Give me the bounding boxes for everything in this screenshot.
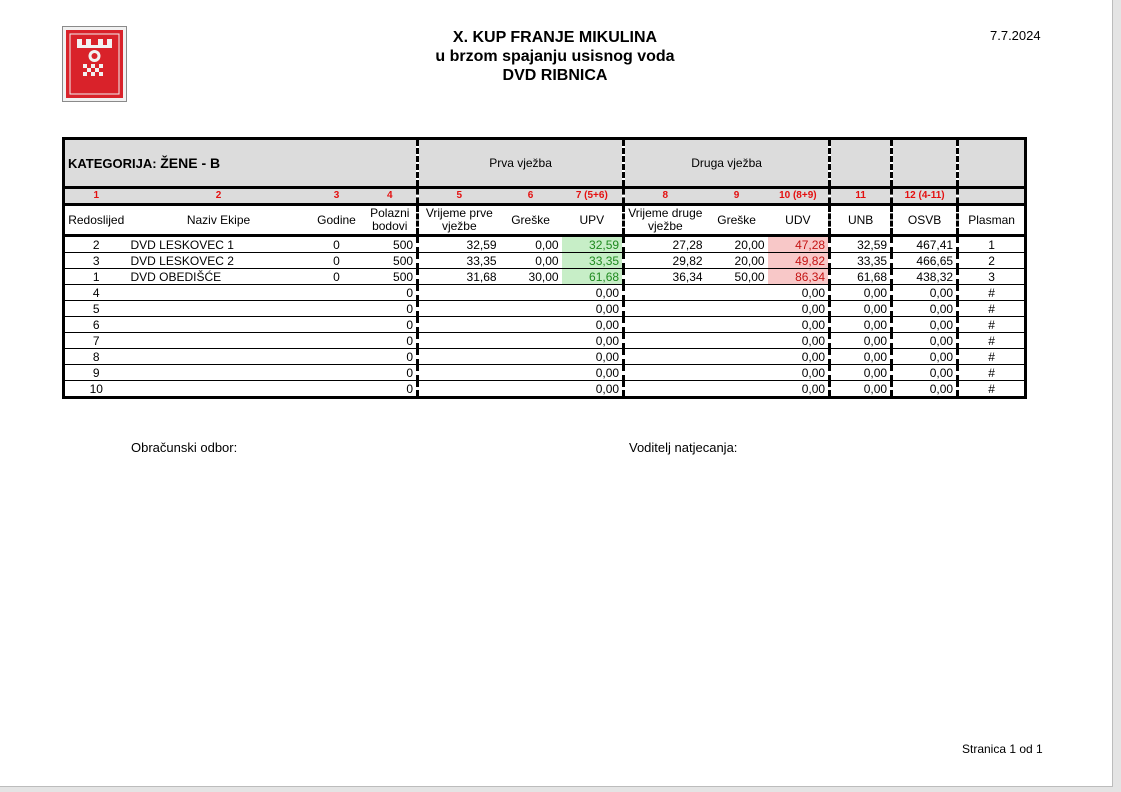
cell-osvb: 466,65 [892, 253, 958, 269]
cell-vrijeme1: 33,35 [418, 253, 500, 269]
cell-upv: 0,00 [562, 365, 624, 381]
cell-osvb: 0,00 [892, 285, 958, 301]
cell-redoslijed: 10 [64, 381, 128, 398]
organizer-name: DVD RIBNICA [502, 67, 608, 84]
cell-godine [310, 381, 364, 398]
cell-naziv [128, 349, 310, 365]
colnum: 8 [624, 188, 706, 205]
colnum: 9 [706, 188, 768, 205]
cell-polazni: 0 [364, 317, 418, 333]
cell-vrijeme1 [418, 317, 500, 333]
cell-upv: 61,68 [562, 269, 624, 285]
colnum: 1 [64, 188, 128, 205]
cell-udv: 86,34 [768, 269, 830, 285]
header-greske1: Greške [500, 205, 562, 236]
cell-redoslijed: 8 [64, 349, 128, 365]
table-row [64, 253, 1026, 269]
cell-plasman: # [958, 285, 1026, 301]
header-redoslijed: Redoslijed [64, 205, 128, 236]
cell-redoslijed: 6 [64, 317, 128, 333]
cell-vrijeme2 [624, 285, 706, 301]
category-spacer-plasman [958, 139, 1026, 188]
header-upv: UPV [562, 205, 624, 236]
cell-osvb: 0,00 [892, 381, 958, 398]
cell-plasman: # [958, 381, 1026, 398]
cell-vrijeme2: 36,34 [624, 269, 706, 285]
cell-redoslijed: 5 [64, 301, 128, 317]
cell-greske2: 20,00 [706, 253, 768, 269]
second-exercise-group: Druga vježba [624, 139, 830, 188]
cell-vrijeme1 [418, 285, 500, 301]
cell-vrijeme2: 27,28 [624, 236, 706, 253]
cell-upv: 0,00 [562, 333, 624, 349]
table-row [64, 317, 1026, 333]
cell-greske1 [500, 365, 562, 381]
header-udv: UDV [768, 205, 830, 236]
fire-brigade-tower-logo-icon [63, 27, 126, 101]
competition-subtitle: u brzom spajanju usisnog voda [435, 48, 675, 65]
category-spacer-osvb [892, 139, 958, 188]
table-row [64, 365, 1026, 381]
cell-osvb: 438,32 [892, 269, 958, 285]
colnum: 7 (5+6) [562, 188, 624, 205]
cell-greske1: 0,00 [500, 253, 562, 269]
cell-udv: 0,00 [768, 381, 830, 398]
cell-udv: 0,00 [768, 301, 830, 317]
colnum [958, 188, 1026, 205]
header-unb: UNB [830, 205, 892, 236]
cell-polazni: 0 [364, 365, 418, 381]
cell-vrijeme1: 32,59 [418, 236, 500, 253]
table-row [64, 333, 1026, 349]
category-row [64, 139, 1026, 188]
cell-osvb: 0,00 [892, 333, 958, 349]
document-header [300, 28, 810, 85]
cell-unb: 0,00 [830, 349, 892, 365]
cell-vrijeme1 [418, 349, 500, 365]
cell-vrijeme1 [418, 365, 500, 381]
cell-polazni: 500 [364, 269, 418, 285]
results-table [62, 137, 1027, 399]
cell-greske2 [706, 285, 768, 301]
cell-polazni: 0 [364, 381, 418, 398]
cell-upv: 0,00 [562, 285, 624, 301]
cell-greske1: 0,00 [500, 236, 562, 253]
header-vrijeme-prve: Vrijeme prve vježbe [418, 205, 500, 236]
cell-unb: 0,00 [830, 365, 892, 381]
cell-udv: 0,00 [768, 285, 830, 301]
colnum: 4 [364, 188, 418, 205]
table-row [64, 236, 1026, 253]
colnum: 6 [500, 188, 562, 205]
cell-plasman: # [958, 365, 1026, 381]
cell-vrijeme2 [624, 301, 706, 317]
cell-godine [310, 301, 364, 317]
cell-plasman: 1 [958, 236, 1026, 253]
category-label: KATEGORIJA: [68, 155, 161, 171]
cell-polazni: 0 [364, 333, 418, 349]
cell-polazni: 0 [364, 285, 418, 301]
cell-greske2: 50,00 [706, 269, 768, 285]
category-cell [64, 139, 418, 188]
cell-greske1 [500, 317, 562, 333]
cell-osvb: 0,00 [892, 301, 958, 317]
cell-naziv: DVD LESKOVEC 2 [128, 253, 310, 269]
cell-unb: 0,00 [830, 285, 892, 301]
column-numbers-row [64, 188, 1026, 205]
document-date: 7.7.2024 [990, 28, 1041, 43]
colnum: 5 [418, 188, 500, 205]
cell-vrijeme2 [624, 333, 706, 349]
cell-vrijeme2 [624, 365, 706, 381]
cell-udv: 0,00 [768, 317, 830, 333]
header-polazni-bodovi: Polazni bodovi [364, 205, 418, 236]
cell-upv: 0,00 [562, 317, 624, 333]
cell-vrijeme2 [624, 381, 706, 398]
competition-title: X. KUP FRANJE MIKULINA [452, 29, 658, 46]
table-row [64, 301, 1026, 317]
cell-godine: 0 [310, 269, 364, 285]
cell-vrijeme1 [418, 333, 500, 349]
cell-greske2 [706, 365, 768, 381]
cell-plasman: # [958, 333, 1026, 349]
cell-greske2 [706, 317, 768, 333]
cell-unb: 61,68 [830, 269, 892, 285]
cell-godine [310, 349, 364, 365]
cell-vrijeme1 [418, 301, 500, 317]
cell-udv: 0,00 [768, 349, 830, 365]
cell-unb: 0,00 [830, 381, 892, 398]
cell-vrijeme2 [624, 349, 706, 365]
cell-osvb: 0,00 [892, 349, 958, 365]
cell-plasman: # [958, 349, 1026, 365]
table-row [64, 349, 1026, 365]
cell-naziv [128, 365, 310, 381]
cell-greske2 [706, 349, 768, 365]
cell-vrijeme1: 31,68 [418, 269, 500, 285]
cell-naziv [128, 333, 310, 349]
cell-polazni: 500 [364, 236, 418, 253]
table-row [64, 269, 1026, 285]
cell-osvb: 0,00 [892, 365, 958, 381]
cell-osvb: 467,41 [892, 236, 958, 253]
cell-unb: 32,59 [830, 236, 892, 253]
cell-udv: 47,28 [768, 236, 830, 253]
competition-leader-label: Voditelj natjecanja: [629, 440, 738, 455]
cell-redoslijed: 7 [64, 333, 128, 349]
cell-plasman: 2 [958, 253, 1026, 269]
header-godine: Godine [310, 205, 364, 236]
column-header-row [64, 205, 1026, 236]
table-row [64, 381, 1026, 398]
cell-redoslijed: 4 [64, 285, 128, 301]
cell-greske2 [706, 301, 768, 317]
header-vrijeme-druge: Vrijeme druge vježbe [624, 205, 706, 236]
cell-greske1 [500, 333, 562, 349]
cell-godine [310, 317, 364, 333]
cell-unb: 0,00 [830, 333, 892, 349]
cell-godine [310, 365, 364, 381]
cell-naziv [128, 285, 310, 301]
cell-redoslijed: 3 [64, 253, 128, 269]
cell-upv: 0,00 [562, 349, 624, 365]
header-naziv-ekipe: Naziv Ekipe [128, 205, 310, 236]
cell-polazni: 0 [364, 349, 418, 365]
cell-vrijeme2: 29,82 [624, 253, 706, 269]
cell-unb: 0,00 [830, 317, 892, 333]
cell-redoslijed: 9 [64, 365, 128, 381]
cell-polazni: 0 [364, 301, 418, 317]
page-number: Stranica 1 od 1 [962, 742, 1043, 756]
scoring-committee-label: Obračunski odbor: [131, 440, 238, 455]
colnum: 2 [128, 188, 310, 205]
colnum: 10 (8+9) [768, 188, 830, 205]
cell-naziv [128, 317, 310, 333]
cell-udv: 0,00 [768, 333, 830, 349]
cell-vrijeme2 [624, 317, 706, 333]
table-row [64, 285, 1026, 301]
cell-godine [310, 285, 364, 301]
cell-upv: 0,00 [562, 301, 624, 317]
cell-plasman: 3 [958, 269, 1026, 285]
colnum: 3 [310, 188, 364, 205]
header-plasman: Plasman [958, 205, 1026, 236]
cell-greske1: 30,00 [500, 269, 562, 285]
cell-naziv: DVD LESKOVEC 1 [128, 236, 310, 253]
cell-godine: 0 [310, 253, 364, 269]
dvd-ribnica-logo [62, 26, 127, 102]
cell-greske2 [706, 333, 768, 349]
category-spacer-unb [830, 139, 892, 188]
cell-udv: 0,00 [768, 365, 830, 381]
colnum: 12 (4-11) [892, 188, 958, 205]
cell-vrijeme1 [418, 381, 500, 398]
cell-unb: 33,35 [830, 253, 892, 269]
cell-greske2: 20,00 [706, 236, 768, 253]
first-exercise-group: Prva vježba [418, 139, 624, 188]
cell-greske1 [500, 301, 562, 317]
cell-greske2 [706, 381, 768, 398]
cell-greske1 [500, 381, 562, 398]
cell-greske1 [500, 285, 562, 301]
cell-osvb: 0,00 [892, 317, 958, 333]
cell-plasman: # [958, 317, 1026, 333]
cell-upv: 0,00 [562, 381, 624, 398]
cell-greske1 [500, 349, 562, 365]
cell-udv: 49,82 [768, 253, 830, 269]
cell-polazni: 500 [364, 253, 418, 269]
cell-redoslijed: 1 [64, 269, 128, 285]
colnum: 11 [830, 188, 892, 205]
cell-naziv [128, 301, 310, 317]
cell-redoslijed: 2 [64, 236, 128, 253]
cell-godine: 0 [310, 236, 364, 253]
cell-godine [310, 333, 364, 349]
cell-unb: 0,00 [830, 301, 892, 317]
cell-naziv [128, 381, 310, 398]
cell-plasman: # [958, 301, 1026, 317]
header-osvb: OSVB [892, 205, 958, 236]
cell-upv: 33,35 [562, 253, 624, 269]
cell-upv: 32,59 [562, 236, 624, 253]
cell-naziv: DVD OBEDIŠĆE [128, 269, 310, 285]
category-value: ŽENE - B [160, 154, 221, 171]
header-greske2: Greške [706, 205, 768, 236]
